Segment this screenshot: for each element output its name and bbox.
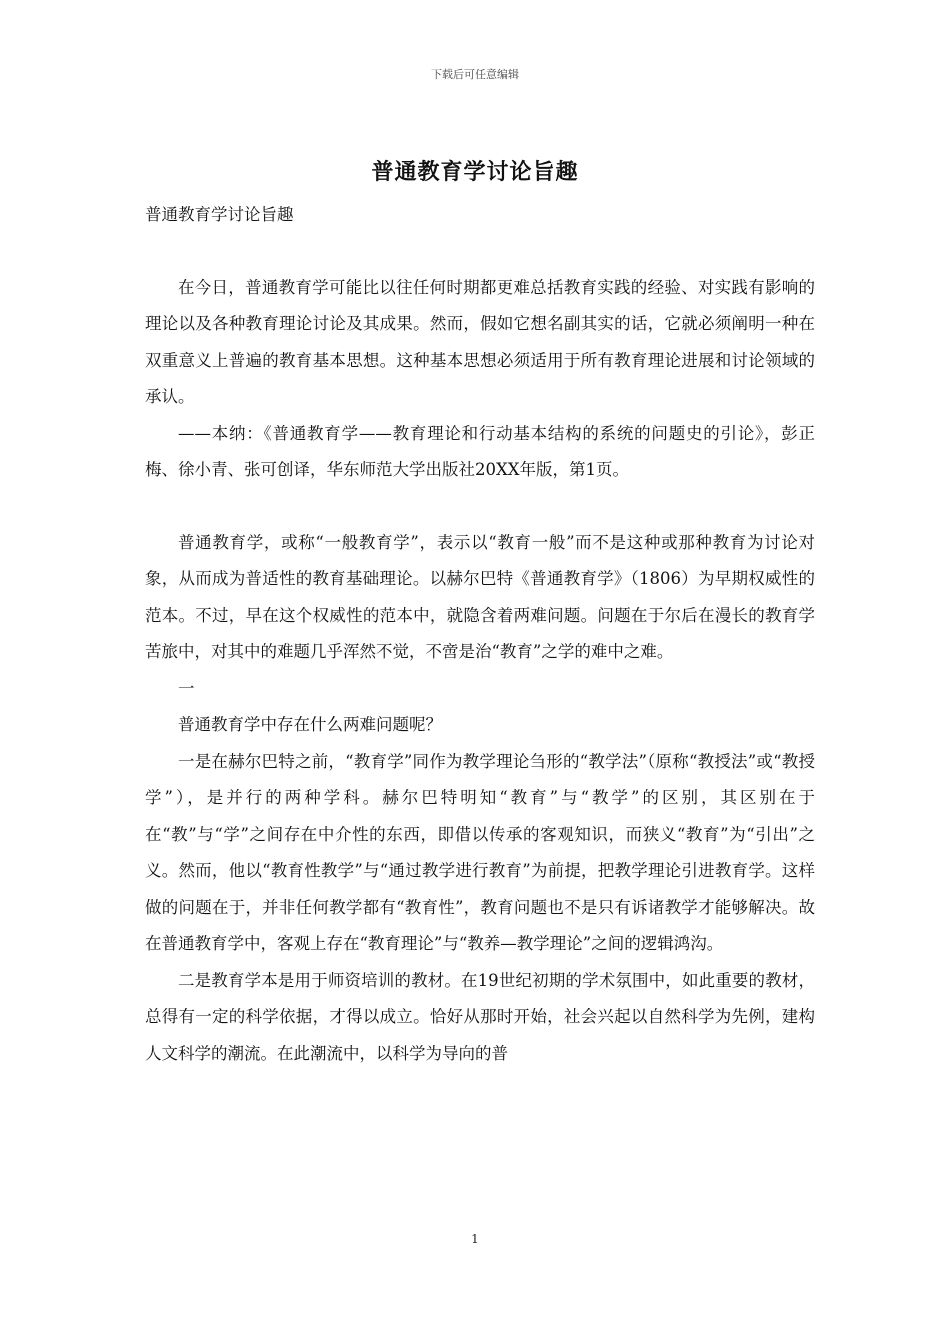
- paragraph-intro: 普通教育学，或称“一般教育学”，表示以“教育一般”而不是这种或那种教育为讨论对象，从而成为普适性的教育基础理论。以赫尔巴特《普通教育学》（1806）为早期权威性的范本。不过，早在这个权威性的范本中，就隐含着两难问题。问题在于尔后在漫长的教育学苦旅中，对其中的难题几乎浑然不觉，不啻是治“教育”之学的难中之难。: [145, 532, 815, 661]
- document-body: [145, 197, 815, 1072]
- paragraph-point-one: 一是在赫尔巴特之前，“教育学”同作为教学理论刍形的“教学法”（原称“教授法”或“教授学”），是并行的两种学科。赫尔巴特明知“教育”与“教学”的区别，其区别在于在“教”与“学”之间存在中介性的东西，即借以传承的客观知识，而狭义“教育”为“引出”之义。然而，他以“教育性教学”与“通过教学进行教育”为前提，把教学理论引进教育学。这样做的问题在于，并非任何教学都有“教育性”，教育问题也不是只有诉诸教学才能够解决。故在普通教育学中，客观上存在“教育理论”与“教养—教学理论”之间的逻辑鸿沟。: [145, 751, 815, 953]
- blank-line: [145, 489, 815, 525]
- page-header: 下载后可任意编辑: [431, 68, 519, 81]
- subtitle: 普通教育学讨论旨趣: [145, 205, 294, 224]
- paragraph-question: 普通教育学中存在什么两难问题呢？: [178, 715, 442, 734]
- section-heading: 一: [178, 678, 195, 698]
- paragraph-citation: ——本纳：《普通教育学——教育理论和行动基本结构的系统的问题史的引论》，彭正梅、徐小青、张可创译，华东师范大学出版社20XX年版，第1页。: [145, 423, 815, 479]
- paragraph-point-two: 二是教育学本是用于师资培训的教材。在19世纪初期的学术氛围中，如此重要的教材，总得有一定的科学依据，才得以成立。恰好从那时开始，社会兴起以自然科学为先例，建构人文科学的潮流。在此潮流中，以科学为导向的普: [145, 970, 815, 1063]
- paragraph-quote: 在今日，普通教育学可能比以往任何时期都更难总括教育实践的经验、对实践有影响的理论以及各种教育理论讨论及其成果。然而，假如它想名副其实的话，它就必须阐明一种在双重意义上普遍的教育基本思想。这种基本思想必须适用于所有教育理论进展和讨论领域的承认。: [145, 277, 815, 406]
- page-number: 1: [471, 1232, 479, 1246]
- page-title: 普通教育学讨论旨趣: [371, 159, 579, 185]
- blank-line: [145, 234, 815, 270]
